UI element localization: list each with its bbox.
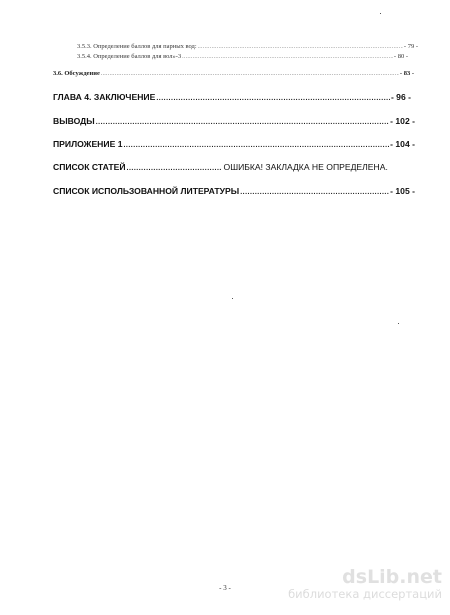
toc-entry-label: 3.5.4. Определение баллов для вол»-3 bbox=[77, 53, 182, 60]
toc-entry-label: ПРИЛОЖЕНИЕ 1 bbox=[53, 139, 123, 149]
toc-leader-dots bbox=[198, 45, 403, 50]
toc-leader-dots bbox=[182, 55, 393, 60]
toc-entry-chapter-4[interactable] bbox=[53, 92, 411, 102]
toc-entry-articles[interactable] bbox=[53, 162, 425, 172]
toc-entry-page: - 79 - bbox=[403, 43, 418, 50]
toc-entry-page: - 80 - bbox=[393, 53, 408, 60]
toc-entry-appendix-1[interactable] bbox=[53, 139, 415, 149]
watermark-logo bbox=[288, 568, 442, 601]
toc-leader-dots bbox=[240, 189, 389, 196]
toc-entry-page: - 104 - bbox=[390, 139, 415, 149]
watermark-title: dsLib.net bbox=[342, 566, 442, 588]
toc-entry-references[interactable] bbox=[53, 186, 415, 196]
toc-entry-label: 3.6. Обсуждение bbox=[53, 70, 100, 77]
toc-entry-page: - 105 - bbox=[390, 186, 415, 196]
toc-entry-page: - 83 - bbox=[399, 70, 414, 77]
scan-speck bbox=[380, 13, 381, 14]
toc-entry-conclusions[interactable] bbox=[53, 116, 415, 126]
toc-leader-dots bbox=[123, 142, 389, 149]
toc-entry-3-5-4[interactable] bbox=[77, 53, 408, 60]
toc-leader-dots bbox=[96, 119, 389, 126]
toc-entry-label: СПИСОК СТАТЕЙ bbox=[53, 162, 126, 172]
page-number: - 3 - bbox=[219, 584, 231, 592]
scan-speck bbox=[398, 323, 399, 324]
toc-leader-dots bbox=[127, 165, 222, 172]
toc-entry-3-6[interactable] bbox=[53, 70, 414, 77]
toc-entry-label: ГЛАВА 4. ЗАКЛЮЧЕНИЕ bbox=[53, 92, 156, 102]
toc-bookmark-error: ОШИБКА! ЗАКЛАДКА НЕ ОПРЕДЕЛЕНА. bbox=[223, 162, 388, 172]
toc-entry-page: - 102 - bbox=[390, 116, 415, 126]
watermark-subtitle: библиотека диссертаций bbox=[288, 587, 442, 601]
toc-leader-dots bbox=[101, 72, 399, 77]
toc-entry-page: - 96 - bbox=[390, 92, 411, 102]
toc-entry-label: СПИСОК ИСПОЛЬЗОВАННОЙ ЛИТЕРАТУРЫ bbox=[53, 186, 240, 196]
scan-speck bbox=[232, 298, 233, 299]
toc-leader-dots bbox=[156, 95, 390, 102]
toc-entry-3-5-3[interactable] bbox=[77, 43, 418, 50]
toc-entry-label: 3.5.3. Определение баллов для парных вод: bbox=[77, 43, 197, 50]
toc-entry-label: ВЫВОДЫ bbox=[53, 116, 95, 126]
